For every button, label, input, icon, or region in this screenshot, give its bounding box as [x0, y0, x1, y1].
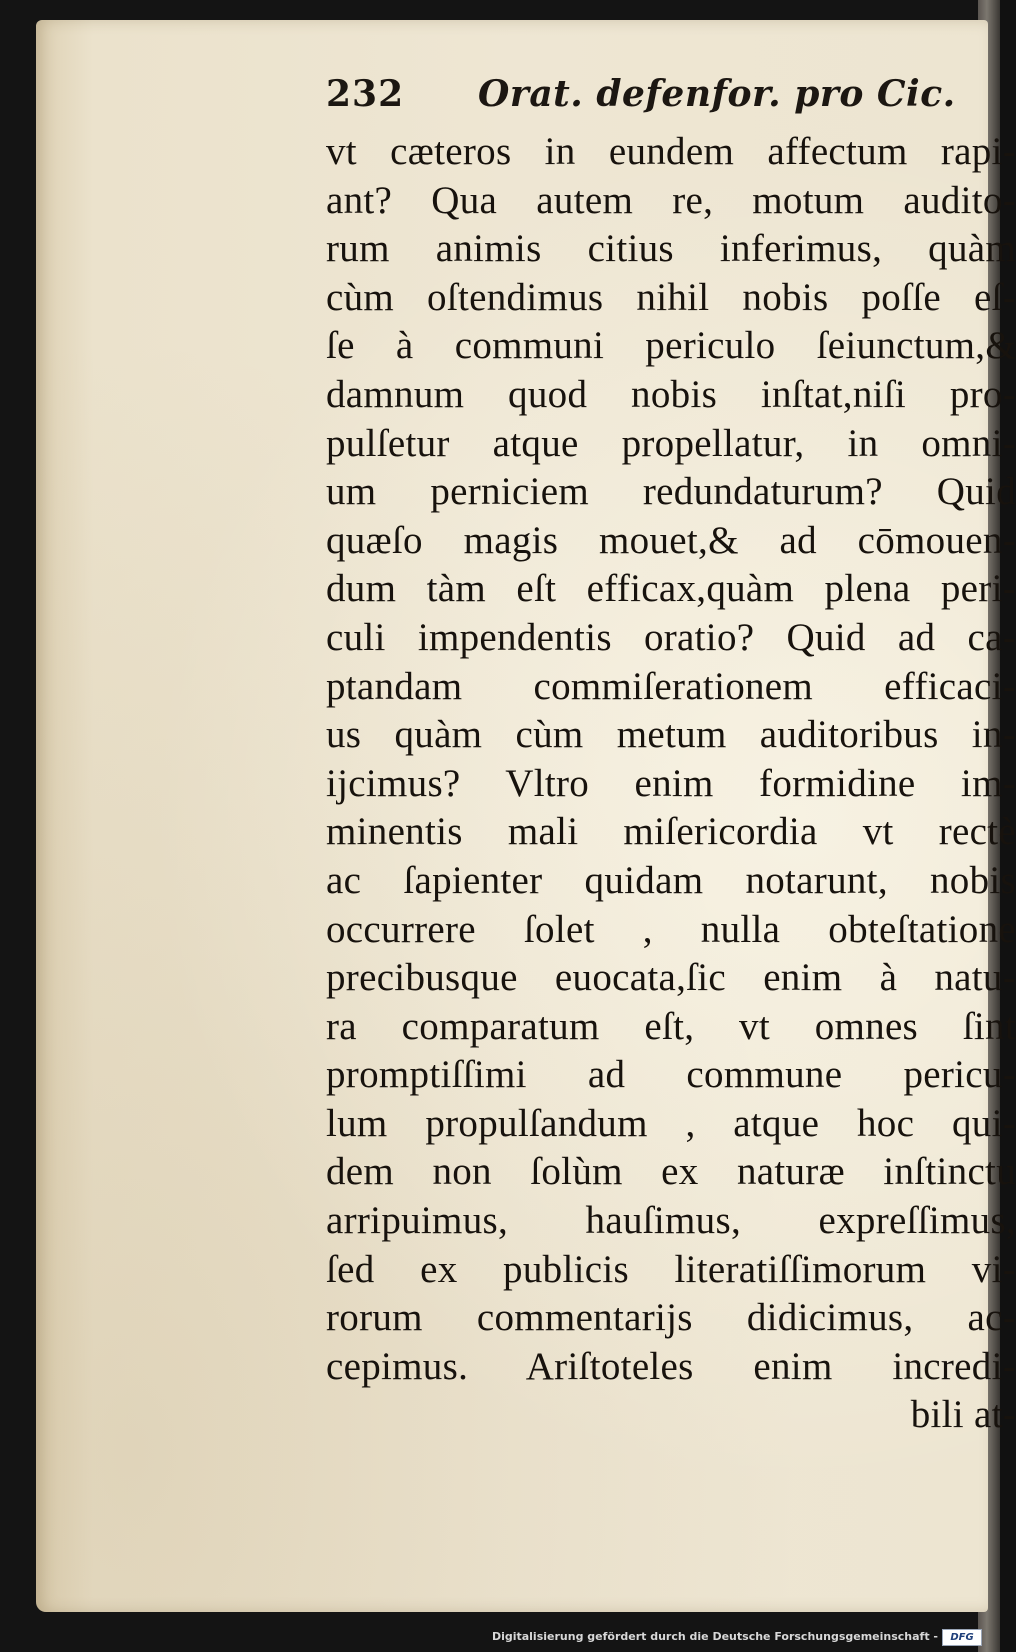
text-line: ptandam commiſerationem efficaci- [326, 664, 1016, 708]
running-head [326, 68, 966, 120]
text-line: ac ſapienter quidam notarunt, nobis [326, 858, 1016, 902]
text-line: culi impendentis oratio? Quid ad ca- [326, 615, 1016, 659]
text-line: damnum quod nobis inſtat,niſi pro- [326, 372, 1016, 416]
text-line: rum animis citius inferimus, quàm [326, 227, 1016, 271]
text-line: us quàm cùm metum auditoribus in- [326, 713, 1016, 757]
body-text [326, 128, 1016, 1440]
text-line: lum propulſandum , atque hoc qui- [326, 1101, 1016, 1145]
text-line: um perniciem redundaturum? Quid [326, 470, 1016, 514]
text-line: cùm oſtendimus nihil nobis poſſe eſ- [326, 275, 1016, 319]
text-line: pulſetur atque propellatur, in omni- [326, 421, 1016, 465]
text-line: rorum commentarijs didicimus, ac- [326, 1296, 1016, 1340]
text-line: vt cæteros in eundem affectum rapi- [326, 130, 1016, 173]
text-line: ſe à communi periculo ſeiunctum,& [326, 324, 1016, 368]
running-title: Orat. defenfor. pro Cic. [478, 73, 956, 115]
text-line: cepimus. Ariſtoteles enim incredi- [326, 1344, 1016, 1388]
catchword: bili at- [910, 1393, 1016, 1437]
text-line: ra comparatum eſt, vt omnes ſint [326, 1004, 1016, 1048]
digitization-credit: Digitalisierung gefördert durch die Deutsche Forschungsgemeinschaft - [491, 1630, 938, 1643]
text-line: minentis mali miſericordia vt rectè [326, 810, 1016, 854]
text-line: ſed ex publicis literatiſſimorum vi- [326, 1247, 1016, 1291]
text-line: dum tàm eſt efficax,quàm plena peri- [326, 567, 1016, 611]
book-page [36, 20, 1016, 1612]
text-line: ant? Qua autem re, motum audito- [326, 178, 1016, 222]
text-line: ijcimus? Vltro enim formidine im- [326, 761, 1016, 805]
text-line: dem non ſolùm ex naturæ inſtinctu [326, 1150, 1016, 1194]
text-line: arripuimus, hauſimus, expreſſimus, [326, 1199, 1016, 1243]
page-number: 232 [326, 73, 405, 115]
text-line: occurrere ſolet , nulla obteſtatione [326, 907, 1016, 951]
dfg-logo: DFG [942, 1629, 982, 1646]
text-line: promptiſſimi ad commune pericu- [326, 1053, 1016, 1097]
text-line: precibusque euocata,ſic enim à natu- [326, 956, 1016, 1000]
text-line: quæſo magis mouet,& ad cōmouen- [326, 518, 1016, 562]
